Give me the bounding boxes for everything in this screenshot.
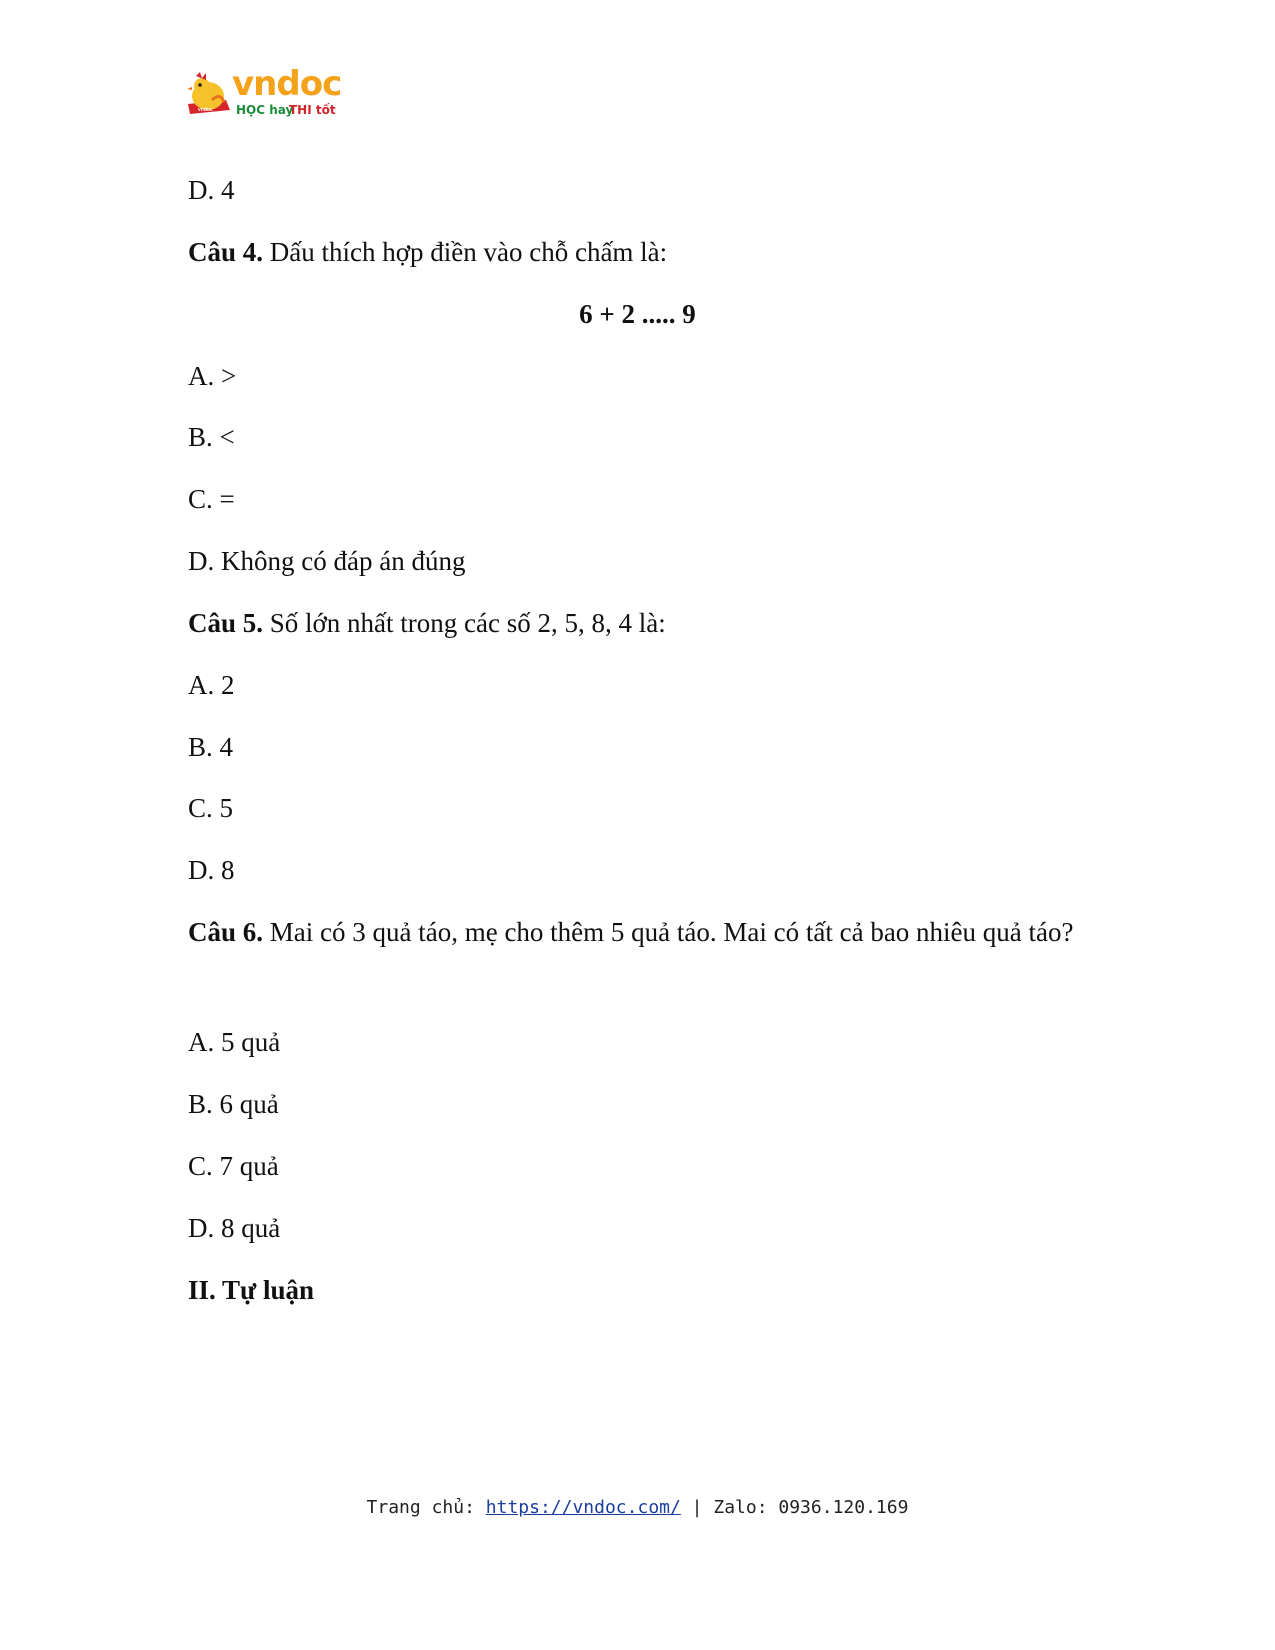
question-4 <box>188 235 667 269</box>
q3-option-d: D. 4 <box>188 175 235 205</box>
question-6-option-a: A. 5 quả <box>188 1027 281 1057</box>
logo-brand-text: vndoc <box>232 64 342 104</box>
question-5-option-c: C. 5 <box>188 793 234 823</box>
footer-home-label: Trang chủ: <box>366 1497 486 1518</box>
question-6-label: Câu 6. <box>188 917 264 947</box>
question-4-option-a: A. > <box>188 361 237 391</box>
svg-text:vndoc: vndoc <box>198 107 213 113</box>
footer-zalo: Zalo: 0936.120.169 <box>713 1497 909 1518</box>
question-6-text: Mai có 3 quả táo, mẹ cho thêm 5 quả táo. Mai có tất cả bao nhiêu quả táo? <box>263 917 1074 947</box>
question-5-label: Câu 5. <box>188 608 264 638</box>
section-heading: II. Tự luận <box>188 1275 315 1305</box>
footer-home-link[interactable]: https://vndoc.com/ <box>485 1497 681 1518</box>
vndoc-logo <box>186 64 346 126</box>
question-4-option-d: D. Không có đáp án đúng <box>188 546 466 576</box>
question-4-label: Câu 4. <box>188 237 264 267</box>
logo-tagline-part1: HỌC hay <box>236 103 294 117</box>
question-6 <box>188 907 1086 957</box>
question-5-option-a: A. 2 <box>188 670 235 700</box>
question-4-option-b: B. < <box>188 422 235 452</box>
question-5 <box>188 606 666 640</box>
question-6-option-d: D. 8 quả <box>188 1213 281 1243</box>
logo-tagline-part2: THI tốt <box>289 103 336 117</box>
question-4-option-c: C. = <box>188 484 235 514</box>
page-footer <box>0 1497 1275 1518</box>
question-5-option-b: B. 4 <box>188 732 234 762</box>
question-6-option-c: C. 7 quả <box>188 1151 279 1181</box>
question-5-option-d: D. 8 <box>188 855 235 885</box>
question-5-text: Số lớn nhất trong các số 2, 5, 8, 4 là: <box>263 608 666 638</box>
question-4-expression: 6 + 2 ..... 9 <box>579 299 696 329</box>
footer-separator: | <box>680 1497 714 1518</box>
question-4-text: Dấu thích hợp điền vào chỗ chấm là: <box>263 237 668 267</box>
question-6-option-b: B. 6 quả <box>188 1089 279 1119</box>
